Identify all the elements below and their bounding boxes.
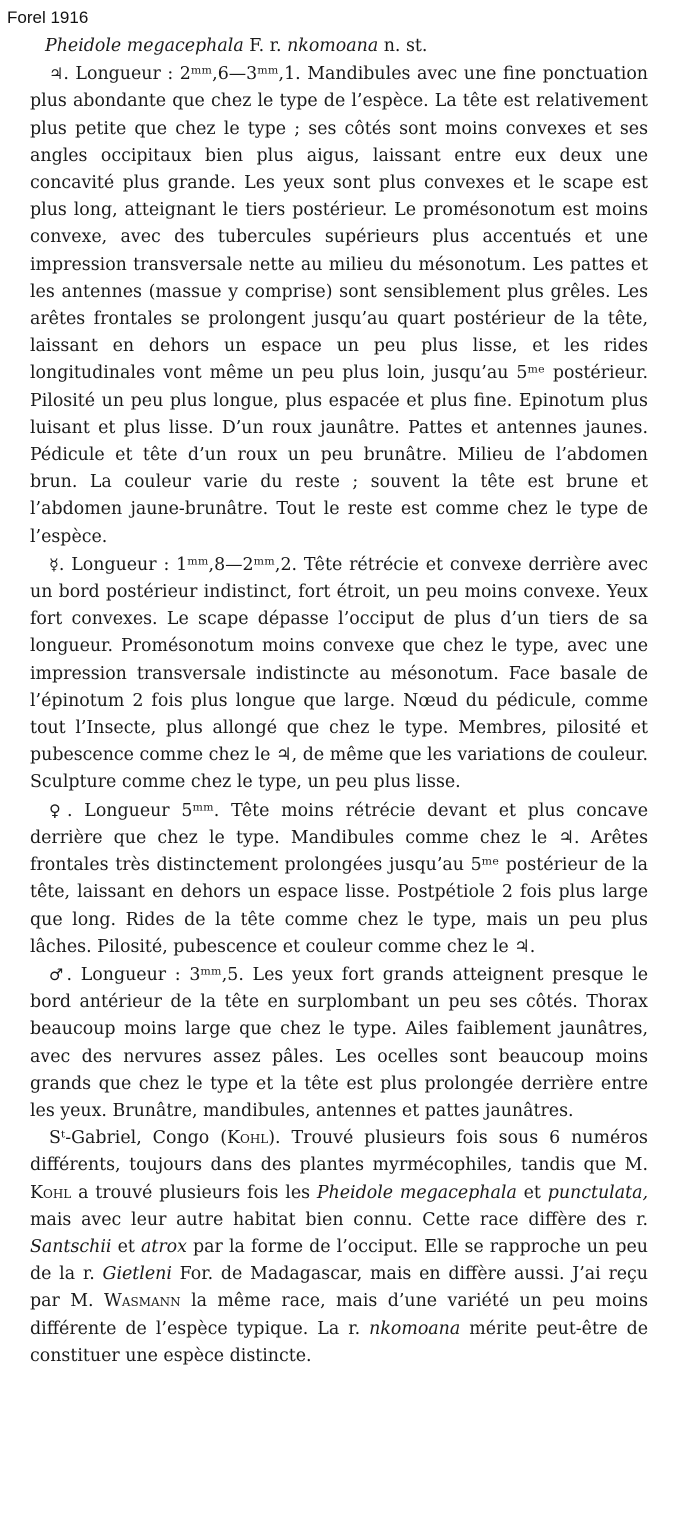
locality-text-10: mérite peut-être de constituer une espèce distincte. <box>30 1318 648 1366</box>
male-text: . Longueur : 3ᵐᵐ,5. Les yeux fort grands atteignent presque le bord antérieur de la tête en surplombant un peu ses côtés. Thorax beaucoup moins large que chez le type. Ailes faiblement jaunâtres, avec des nervures assez pâles. Les ocelles sont beaucoup moins grands que chez le type et la tête est plus prolongée derrière entre les yeux. Brunâtre, mandibules, antennes et pattes jaunâtres. <box>30 964 648 1121</box>
race-name: Gietleni <box>102 1264 172 1285</box>
locality-text-2: ). Trouvé plusieurs fois sous 6 numéros différents, toujours dans des plantes myrmécophiles, tandis que M. <box>30 1128 648 1176</box>
taxon-genus-species: Pheidole megacephala <box>45 36 244 56</box>
queen-symbol-icon: ♀ <box>49 800 67 820</box>
collector-name: Kohl <box>30 1182 72 1203</box>
race-name: nkomoana <box>369 1318 461 1339</box>
male-symbol-icon: ♂ <box>49 964 67 984</box>
taxon-heading <box>30 33 648 60</box>
species-name: punctulata, <box>547 1182 648 1203</box>
locality-text-9: la même race, mais d’une variété un peu moins différente de l’espèce typique. La r. <box>30 1291 648 1339</box>
queen-description <box>30 797 648 961</box>
worker-text: . Longueur : 1ᵐᵐ,8—2ᵐᵐ,2. Tête rétrécie et convexe derrière avec un bord postérieur indistinct, fort étroit, un peu moins convexe. Yeux fort convexes. Le scape dépasse l’occiput de plus d’un tiers de sa longueur. Promésonotum moins convexe que chez le type, avec une impression transversale indistincte au mésonotum. Face basale de l’épinotum 2 fois plus longue que large. Nœud du pédicule, comme tout l’Insecte, plus allongé que chez le type. Membres, pilosité et pubescence comme chez le ♃, de même que les variations de couleur. Sculpture comme chez le type, un peu plus lisse. <box>30 554 648 793</box>
male-description <box>30 961 648 1125</box>
race-name: atrox <box>140 1236 187 1257</box>
locality-text-5: mais avec leur autre habitat bien connu. Cette race diffère des r. <box>30 1209 648 1230</box>
locality-text-4: et <box>516 1182 548 1203</box>
collector-name: Kohl <box>227 1128 269 1149</box>
taxon-author-rank: F. r. <box>243 36 288 56</box>
locality-text-1: Sᵗ-Gabriel, Congo ( <box>49 1128 227 1149</box>
taxon-race-name: nkomoana <box>287 36 379 56</box>
collector-name: Wasmann <box>103 1291 181 1312</box>
taxon-status: n. st. <box>378 36 428 56</box>
race-name: Santschii <box>30 1236 112 1257</box>
locality-text-8: For. de Madagascar, mais en diffère aussi. J’ai reçu par M. <box>30 1264 648 1312</box>
species-name: Pheidole megacephala <box>316 1182 517 1203</box>
locality-text-6: et <box>111 1236 141 1257</box>
soldier-text: . Longueur : 2ᵐᵐ,6—3ᵐᵐ,1. Mandibules avec une fine ponctuation plus abondante que chez le type de l’espèce. La tête est relativement plus petite que chez le type ; ses côtés sont moins convexes et ses angles occipitaux bien plus aigus, laissant entre eux deux une concavité plus grande. Les yeux sont plus convexes et le scape est plus long, atteignant le tiers postérieur. Le promésonotum est moins convexe, avec des tubercules supérieurs plus accentués et une impression transversale nette au milieu du mésonotum. Les pattes et les antennes (massue y comprise) sont sensiblement plus grêles. Les arêtes frontales se prolongent jusqu’au quart postérieur de la tête, laissant en dehors un espace un peu plus lisse, et les rides longitudinales vont même un peu plus loin, jusqu’au 5ᵐᵉ postérieur. Pilosité un peu plus longue, plus espacée et plus fine. Epinotum plus luisant et plus lisse. D’un roux jaunâtre. Pattes et antennes jaunes. Pédicule et tête d’un roux un peu brunâtre. Milieu de l’abdomen brun. La couleur varie du reste ; souvent la tête est brune et l’abdomen jaune-brunâtre. Tout le reste est comme chez le type de l’espèce. <box>30 64 648 547</box>
worker-symbol-icon: ☿ <box>49 554 59 574</box>
worker-description <box>30 551 648 797</box>
soldier-symbol-icon: ♃ <box>49 64 64 84</box>
locality-text-3: a trouvé plusieurs fois les <box>71 1182 317 1203</box>
queen-text: . Longueur 5ᵐᵐ. Tête moins rétrécie devant et plus concave derrière que chez le type. Mandibules comme chez le ♃. Arêtes frontales très distinctement prolongées jusqu’au 5ᵐᵉ postérieur de la tête, laissant en dehors un espace lisse. Postpétiole 2 fois plus large que long. Rides de la tête comme chez le type, mais un peu plus lâches. Pilosité, pubescence et couleur comme chez le ♃. <box>30 800 649 957</box>
locality-text-7: par la forme de l’occiput. Elle se rapproche un peu de la r. <box>30 1236 648 1285</box>
page-label: Forel 1916 <box>7 8 89 27</box>
locality-paragraph <box>30 1125 648 1370</box>
soldier-description <box>30 60 648 551</box>
document-body <box>30 33 648 1370</box>
